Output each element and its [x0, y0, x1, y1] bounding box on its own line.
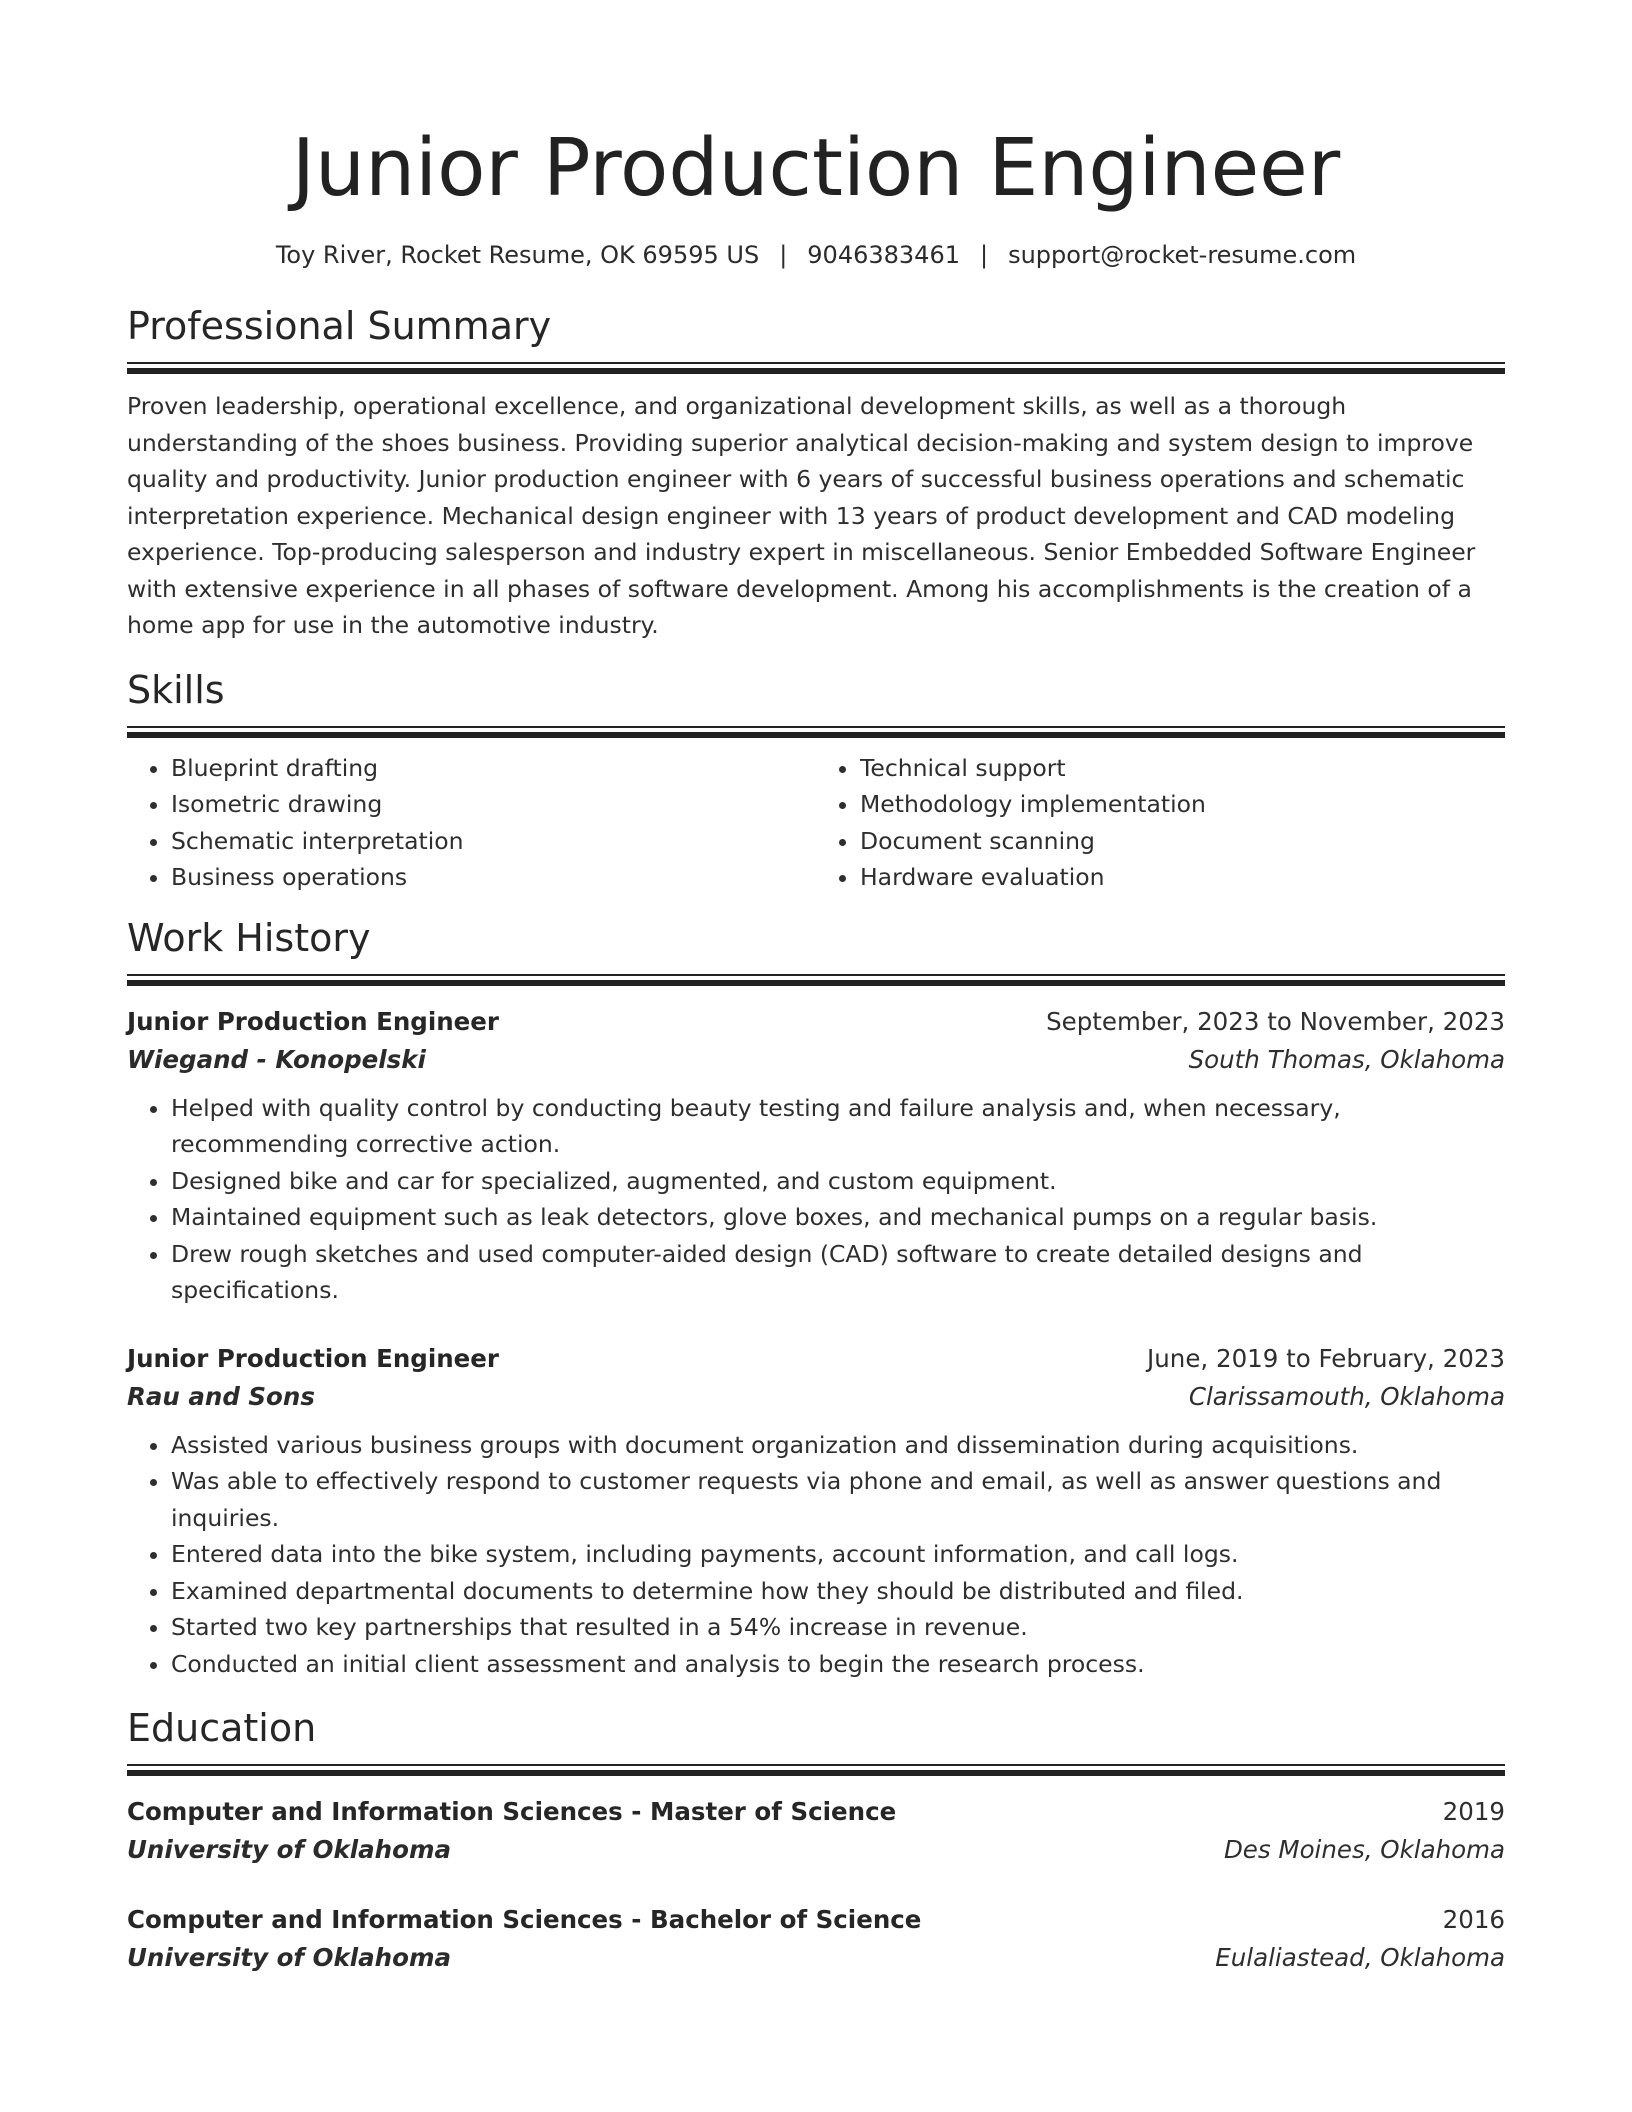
- job-entry: [127, 1341, 1505, 1683]
- degree-name: Computer and Information Sciences - Master of Science: [127, 1797, 897, 1826]
- skills-grid: [127, 750, 1505, 896]
- skills-column-left: [127, 750, 816, 896]
- company-name: Wiegand - Konopelski: [127, 1044, 426, 1074]
- work-history-section: [127, 914, 1505, 1683]
- section-divider: [127, 362, 1505, 374]
- job-header-row: [127, 1004, 1505, 1040]
- education-entry: [127, 1902, 1505, 1978]
- job-bullet: • Conducted an initial client assessment and analysis to begin the research process.: [171, 1646, 1505, 1683]
- skills-section: [127, 666, 1505, 896]
- skill-item: • Technical support: [860, 750, 1505, 787]
- school-name: University of Oklahoma: [127, 1943, 452, 1972]
- job-dates: September, 2023 to November, 2023: [1046, 1006, 1505, 1036]
- section-title: Work History: [127, 915, 371, 960]
- school-name: University of Oklahoma: [127, 1835, 452, 1864]
- skill-item: • Document scanning: [860, 823, 1505, 860]
- job-dates: June, 2019 to February, 2023: [1147, 1343, 1505, 1373]
- section-title: Professional Summary: [127, 304, 552, 348]
- job-bullet: • Examined departmental documents to determine how they should be distributed and filed.: [171, 1573, 1505, 1610]
- job-company-row: [127, 1377, 1505, 1417]
- job-bullet: • Helped with quality control by conducting beauty testing and failure analysis and, when necessary, recommending corrective action.: [171, 1090, 1505, 1163]
- job-bullet: • Drew rough sketches and used computer-aided design (CAD) software to create detailed designs and specifications.: [171, 1236, 1505, 1309]
- job-bullet: • Was able to effectively respond to customer requests via phone and email, as well as answer questions and inquiries.: [171, 1463, 1505, 1536]
- summary-text: Proven leadership, operational excellence, and organizational development skills, as well as a thorough understanding of the shoes business. Providing superior analytical decision-making and system design to improve quality and productivity. Junior production engineer with 6 years of successful business operations and schematic interpretation experience. Mechanical design engineer with 13 years of product development and CAD modeling experience. Top-producing salesperson and industry expert in miscellaneous. Senior Embedded Software Engineer with extensive experience in all phases of software development. Among his accomplishments is the creation of a home app for use in the automotive industry.: [127, 392, 1476, 639]
- school-location: Des Moines, Oklahoma: [1223, 1835, 1505, 1864]
- skill-item: • Hardware evaluation: [860, 859, 1505, 896]
- skill-item: • Business operations: [171, 859, 816, 896]
- summary-section: [127, 302, 1505, 644]
- skill-item: • Methodology implementation: [860, 786, 1505, 823]
- section-title: Skills: [127, 667, 225, 712]
- job-bullet: • Started two key partnerships that resulted in a 54% increase in revenue.: [171, 1609, 1505, 1646]
- section-title: Education: [127, 1706, 317, 1750]
- education-header-row: [127, 1794, 1505, 1830]
- skills-column-right: [816, 750, 1505, 896]
- degree-name: Computer and Information Sciences - Bachelor of Science: [127, 1905, 922, 1934]
- contact-line: [127, 238, 1505, 272]
- job-location: South Thomas, Oklahoma: [1188, 1044, 1505, 1074]
- contact-email: support@rocket-resume.com: [1008, 241, 1357, 269]
- education-header-row: [127, 1902, 1505, 1938]
- skill-item: • Blueprint drafting: [171, 750, 816, 787]
- job-title: Junior Production Engineer: [127, 1006, 499, 1036]
- education-section: [127, 1704, 1505, 1978]
- job-bullets: [127, 1427, 1505, 1683]
- job-bullets: [127, 1090, 1505, 1309]
- education-entry: [127, 1794, 1505, 1870]
- contact-phone: 9046383461: [807, 241, 960, 269]
- contact-separator: |: [779, 241, 788, 269]
- job-location: Clarissamouth, Oklahoma: [1188, 1381, 1505, 1411]
- job-company-row: [127, 1040, 1505, 1080]
- section-divider: [127, 974, 1505, 986]
- section-divider: [127, 726, 1505, 738]
- skill-item: • Schematic interpretation: [171, 823, 816, 860]
- job-bullet: • Maintained equipment such as leak detectors, glove boxes, and mechanical pumps on a regular basis.: [171, 1199, 1505, 1236]
- contact-separator: |: [979, 241, 989, 269]
- job-bullet: • Entered data into the bike system, including payments, account information, and call logs.: [171, 1536, 1505, 1573]
- education-school-row: [127, 1938, 1505, 1978]
- job-bullet: • Assisted various business groups with document organization and dissemination during acquisitions.: [171, 1427, 1505, 1464]
- job-header-row: [127, 1341, 1505, 1377]
- graduation-year: 2016: [1442, 1905, 1505, 1934]
- education-school-row: [127, 1830, 1505, 1870]
- resume-name: Junior Production Engineer: [291, 122, 1341, 214]
- contact-address: Toy River, Rocket Resume, OK 69595 US: [275, 241, 760, 269]
- skill-item: • Isometric drawing: [171, 786, 816, 823]
- section-divider: [127, 1764, 1505, 1776]
- job-entry: [127, 1004, 1505, 1309]
- job-title: Junior Production Engineer: [127, 1343, 499, 1373]
- school-location: Eulaliastead, Oklahoma: [1215, 1943, 1505, 1972]
- job-bullet: • Designed bike and car for specialized, augmented, and custom equipment.: [171, 1163, 1505, 1200]
- company-name: Rau and Sons: [127, 1381, 315, 1411]
- graduation-year: 2019: [1442, 1797, 1505, 1826]
